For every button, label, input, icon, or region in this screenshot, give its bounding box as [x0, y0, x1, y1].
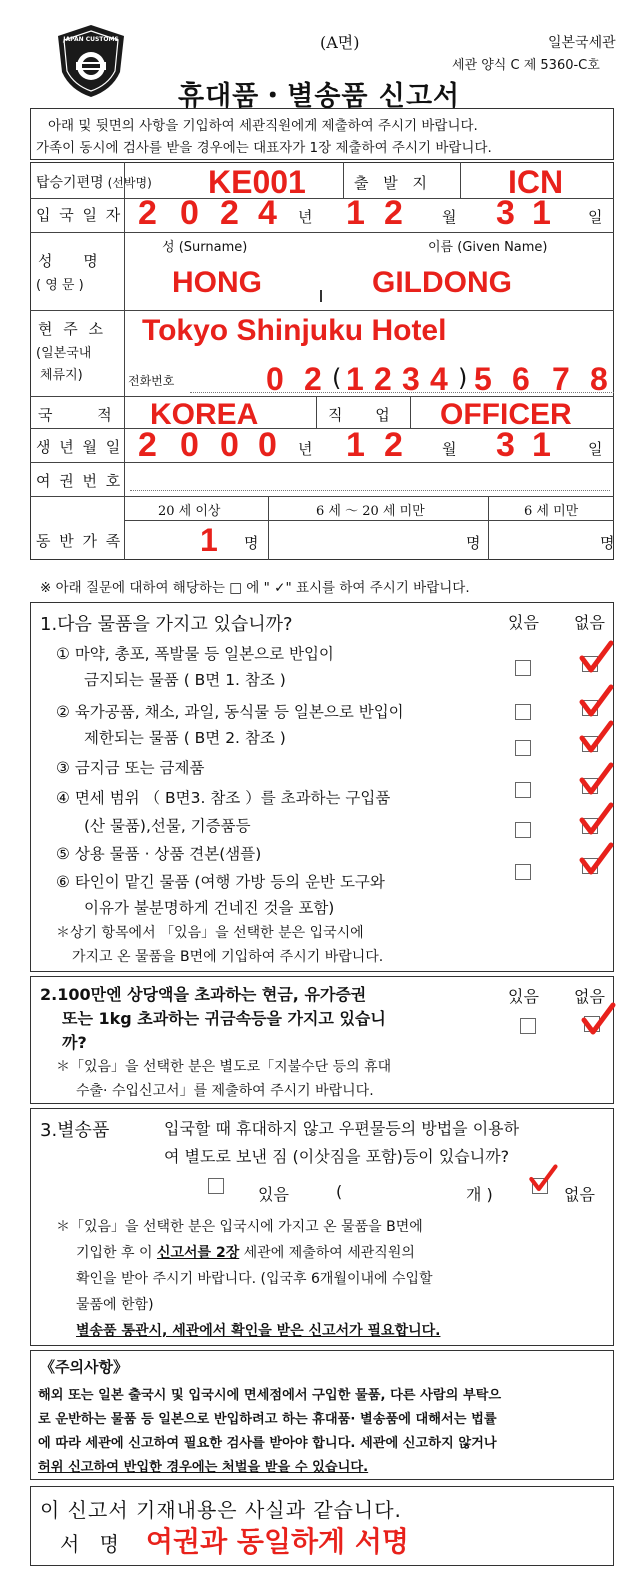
entry-year-digit: 2 — [138, 194, 157, 232]
item4-yes-checkbox[interactable] — [515, 782, 531, 798]
section3-note1: ＊「있음」을 선택한 분은 입국시에 가지고 온 물품을 B면에 — [56, 1219, 423, 1235]
item5-line1: ⑤ 상용 물품 · 상품 견본(샘플) — [56, 845, 262, 863]
origin-input[interactable]: ICN — [508, 164, 564, 200]
checkmark-icon — [528, 1164, 558, 1194]
entry-month-digit: 2 — [384, 194, 403, 232]
section2-title3: 까? — [62, 1033, 87, 1052]
shipment-yes-checkbox[interactable] — [208, 1178, 224, 1194]
origin-label: 출 발 지 — [354, 174, 428, 192]
day-unit: 일 — [588, 208, 603, 226]
address-sub2: 체류지) — [40, 368, 83, 383]
nationality-label: 국 적 — [38, 406, 112, 424]
no-header: 없음 — [574, 613, 605, 632]
declaration-statement: 이 신고서 기재내용은 사실과 같습니다. — [40, 1498, 402, 1522]
item6-yes-checkbox[interactable] — [515, 864, 531, 880]
passport-label: 여 권 번 호 — [36, 472, 123, 490]
dob-year-digit: 2 — [138, 426, 157, 464]
item2-yes-checkbox[interactable] — [515, 704, 531, 720]
surname-hint: 성 (Surname) — [162, 240, 248, 255]
form-code: 세관 양식 C 제 5360-C호 — [452, 58, 600, 73]
customs-logo — [52, 22, 130, 100]
section3-question1: 입국할 때 휴대하지 않고 우편물등의 방법을 이용하 — [164, 1119, 520, 1138]
item1-line2: 금지되는 물품 ( B면 1. 참조 ) — [84, 671, 286, 689]
dob-year-digit: 0 — [258, 426, 277, 464]
phone-digit: 4 — [430, 361, 448, 397]
dob-month-digit: 1 — [346, 426, 365, 464]
section1-note1: ＊상기 항목에서 「있음」을 선택한 분은 입국시에 — [56, 925, 364, 941]
flight-label: 탑승기편명 (선박명) — [36, 175, 152, 191]
dob-month-digit: 2 — [384, 426, 403, 464]
dob-day-digit: 3 — [496, 426, 515, 464]
phone-digit: 1 — [346, 361, 364, 397]
section3-title: 3.별송품 — [40, 1120, 110, 1141]
address-input[interactable]: Tokyo Shinjuku Hotel — [142, 314, 447, 347]
section3-note4: 물품에 한함) — [76, 1297, 154, 1313]
intro-line2: 가족이 동시에 검사를 받을 경우에는 대표자가 1장 제출하여 주시기 바랍니다. — [36, 140, 492, 156]
signature-label: 서 명 — [60, 1532, 119, 1556]
phone-digit: 6 — [512, 361, 530, 397]
phone-digit: 2 — [374, 361, 392, 397]
phone-paren: ( — [332, 364, 342, 392]
item6-line2: 이유가 불분명하게 건네진 것을 포함) — [84, 899, 335, 917]
shipment-count-unit: 개 ) — [466, 1185, 493, 1204]
age-over-20: 20 세 이상 — [158, 504, 221, 519]
item5-yes-checkbox[interactable] — [515, 822, 531, 838]
cash-yes-checkbox[interactable] — [520, 1018, 536, 1034]
phone-paren: ) — [458, 364, 468, 392]
page-title: 휴대품・별송품 신고서 — [178, 81, 461, 112]
signature-input[interactable]: 여권과 동일하게 서명 — [146, 1525, 409, 1558]
item3-line1: ③ 금지금 또는 금제품 — [56, 759, 205, 777]
shipment-count-input[interactable] — [350, 1178, 460, 1202]
section2-note2: 수출· 수입신고서」를 제출하여 주시기 바랍니다. — [76, 1083, 374, 1099]
item2-line2: 제한되는 물품 ( B면 2. 참조 ) — [84, 729, 286, 747]
entry-day-digit: 1 — [532, 194, 551, 232]
item2-line1: ② 육가공품, 채소, 과일, 동식물 등 일본으로 반입이 — [56, 703, 404, 721]
age-under-6: 6 세 미만 — [524, 504, 579, 519]
phone-digit: 2 — [304, 361, 322, 397]
month-unit: 월 — [442, 440, 457, 458]
name-sub-label: ( 영 문 ) — [36, 278, 84, 293]
nationality-input[interactable]: KOREA — [150, 398, 259, 431]
given-name-hint: 이름 (Given Name) — [428, 240, 548, 255]
address-label: 현 주 소 — [38, 320, 104, 338]
year-unit: 년 — [298, 208, 313, 226]
caution-title: 《주의사항》 — [40, 1358, 128, 1376]
caution-line2: 로 운반하는 물품 등 일본으로 반입하려고 하는 휴대품· 별송품에 대해서는 법률 — [38, 1412, 497, 1427]
entry-year-digit: 0 — [180, 194, 199, 232]
address-sub1: (일본국내 — [36, 346, 92, 361]
surname-input[interactable]: HONG — [172, 266, 262, 299]
no-header: 없음 — [574, 987, 605, 1006]
phone-digit: 7 — [552, 361, 570, 397]
caution-line3: 에 따라 세관에 신고하여 필요한 검사를 받아야 합니다. 세관에 신고하지 않거나 — [38, 1436, 497, 1451]
item3-yes-checkbox[interactable] — [515, 740, 531, 756]
checkmark-icon — [578, 640, 614, 676]
caution-line4: 허위 신고하여 반입한 경우에는 처벌을 받을 수 있습니다. — [38, 1460, 369, 1475]
section3-note5: 별송품 통관시, 세관에서 확인을 받은 신고서가 필요합니다. — [76, 1323, 441, 1339]
checkmark-icon — [578, 802, 614, 838]
checkmark-icon — [578, 842, 614, 878]
intro-line1: 아래 및 뒷면의 사항을 기입하여 세관직원에게 제출하여 주시기 바랍니다. — [48, 118, 478, 134]
entry-date-label: 입 국 일 자 — [36, 206, 123, 224]
dob-label: 생 년 월 일 — [36, 438, 123, 456]
entry-day-digit: 3 — [496, 194, 515, 232]
section2-title2: 또는 1kg 초과하는 귀금속등을 가지고 있습니 — [62, 1009, 386, 1028]
dob-day-digit: 1 — [532, 426, 551, 464]
phone-digit: 3 — [402, 361, 420, 397]
phone-digit: 0 — [266, 361, 284, 397]
dob-year-digit: 0 — [180, 426, 199, 464]
checkmark-icon — [578, 762, 614, 798]
shipment-no-label: 없음 — [564, 1185, 595, 1204]
logo-text: JAPAN CUSTOMS — [63, 36, 119, 43]
entry-month-digit: 1 — [346, 194, 365, 232]
day-unit: 일 — [588, 440, 603, 458]
shipment-count-open: ( — [336, 1182, 343, 1201]
customs-shield-icon — [52, 22, 130, 100]
checkmark-icon — [578, 684, 614, 720]
phone-digit: 5 — [474, 361, 492, 397]
given-name-input[interactable]: GILDONG — [372, 266, 512, 299]
phone-label: 전화번호 — [128, 374, 175, 388]
job-label: 직 업 — [328, 406, 390, 424]
phone-digit: 8 — [590, 361, 608, 397]
entry-year-digit: 2 — [220, 194, 239, 232]
shipment-yes-label: 있음 — [258, 1185, 289, 1204]
job-input[interactable]: OFFICER — [440, 398, 572, 431]
family-adult-input[interactable]: 1 — [200, 522, 218, 558]
family-teen-input[interactable] — [270, 522, 460, 558]
item6-line1: ⑥ 타인이 맡긴 물품 (여행 가방 등의 운반 도구와 — [56, 873, 385, 891]
checkmark-icon — [578, 720, 614, 756]
month-unit: 월 — [442, 208, 457, 226]
section3-note2: 기입한 후 이 신고서를 2장 세관에 제출하여 세관직원의 — [76, 1245, 415, 1261]
family-label: 동 반 가 족 — [36, 532, 123, 550]
item4-line1: ④ 면세 범위 （ B면3. 참조 ）를 초과하는 구입품 — [56, 789, 391, 807]
dob-year-digit: 0 — [220, 426, 239, 464]
section1-title: 1.다음 물품을 가지고 있습니까? — [40, 614, 293, 635]
age-6-to-20: 6 세 ～ 20 세 미만 — [316, 504, 425, 519]
person-unit: 명 — [600, 534, 615, 552]
name-separator — [320, 290, 322, 302]
customs-office: 일본국세관 — [548, 35, 616, 51]
section1-note2: 가지고 온 물품을 B면에 기입하여 주시기 바랍니다. — [72, 949, 384, 965]
section2-title1: 2.100만엔 상당액을 초과하는 현금, 유가증권 — [40, 985, 367, 1004]
section3-note3: 확인을 받아 주시기 바랍니다. (입국후 6개월이내에 수입할 — [76, 1271, 433, 1287]
yes-header: 있음 — [508, 613, 539, 632]
person-unit: 명 — [244, 534, 259, 552]
form-side: (A면) — [320, 33, 360, 52]
instruction-text: ※ 아래 질문에 대하여 해당하는 □ 에 " ✓" 표시를 하여 주시기 바랍니다. — [40, 580, 470, 596]
person-unit: 명 — [466, 534, 481, 552]
section2-note1: ＊「있음」을 선택한 분은 별도로「지불수단 등의 휴대 — [56, 1059, 392, 1075]
section3-question2: 여 별도로 보낸 짐 (이삿짐을 포함)등이 있습니까? — [164, 1147, 510, 1166]
year-unit: 년 — [298, 440, 313, 458]
entry-year-digit: 4 — [258, 194, 277, 232]
caution-line1: 해외 또는 일본 출국시 및 입국시에 면세점에서 구입한 물품, 다른 사람의 부탁으 — [38, 1388, 502, 1403]
yes-header: 있음 — [508, 987, 539, 1006]
name-label: 성 명 — [38, 252, 98, 270]
family-child-input[interactable] — [490, 522, 590, 558]
item1-yes-checkbox[interactable] — [515, 660, 531, 676]
checkmark-icon — [580, 1002, 616, 1038]
item4-line2: (산 물품),선물, 기증품등 — [84, 817, 251, 835]
flight-input[interactable]: KE001 — [208, 164, 306, 200]
item1-line1: ① 마약, 총포, 폭발물 등 일본으로 반입이 — [56, 645, 334, 663]
